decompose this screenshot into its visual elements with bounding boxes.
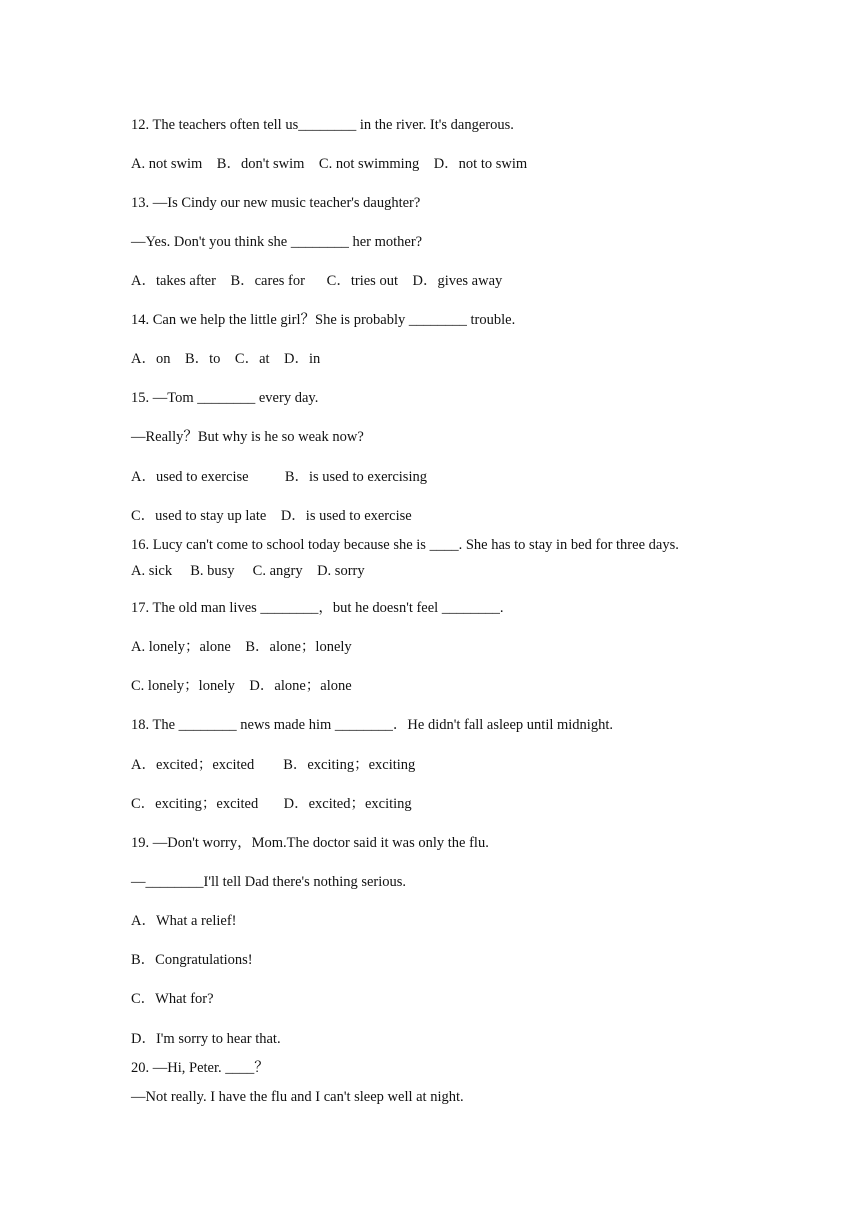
question-12-options: A. not swim B．don't swim C. not swimming D．not to swim bbox=[131, 156, 528, 172]
question-19-option-a: A．What a relief! bbox=[131, 913, 237, 929]
question-17-options-cd: C. lonely；lonely D．alone；alone bbox=[131, 678, 352, 694]
question-18-stem: 18. The ________ news made him ________．He didn't fall asleep until midnight. bbox=[131, 717, 613, 733]
question-14-stem: 14. Can we help the little girl？She is probably ________ trouble. bbox=[131, 312, 516, 328]
question-13-stem: 13. —Is Cindy our new music teacher's daughter? bbox=[131, 195, 421, 211]
question-13-reply: —Yes. Don't you think she ________ her mother? bbox=[131, 234, 423, 250]
question-12-stem: 12. The teachers often tell us________ in the river. It's dangerous. bbox=[131, 117, 514, 133]
question-18-options-ab: A．excited；excited B．exciting；exciting bbox=[131, 757, 416, 773]
question-20-stem: 20. —Hi, Peter. ____？ bbox=[131, 1060, 269, 1076]
question-15-reply: —Really？But why is he so weak now? bbox=[131, 429, 364, 445]
question-15-stem: 15. —Tom ________ every day. bbox=[131, 390, 319, 406]
question-18-options-cd: C．exciting；excited D．excited；exciting bbox=[131, 796, 412, 812]
question-15-options-ab: A．used to exercise B．is used to exercising bbox=[131, 469, 427, 485]
question-20-reply: —Not really. I have the flu and I can't sleep well at night. bbox=[131, 1089, 464, 1105]
question-19-stem: 19. —Don't worry，Mom.The doctor said it was only the flu. bbox=[131, 835, 489, 851]
question-19-option-c: C．What for? bbox=[131, 991, 214, 1007]
question-19-option-b: B．Congratulations! bbox=[131, 952, 253, 968]
question-14-options: A．on B．to C．at D．in bbox=[131, 351, 321, 367]
question-16-options: A. sick B. busy C. angry D. sorry bbox=[131, 563, 365, 579]
question-19-option-d: D．I'm sorry to hear that. bbox=[131, 1031, 281, 1047]
question-17-options-ab: A. lonely；alone B．alone；lonely bbox=[131, 639, 352, 655]
question-15-options-cd: C．used to stay up late D．is used to exercise bbox=[131, 508, 412, 524]
question-19-reply: —________I'll tell Dad there's nothing serious. bbox=[131, 874, 407, 890]
question-16-stem: 16. Lucy can't come to school today because she is ____. She has to stay in bed for three days. bbox=[131, 537, 679, 553]
question-17-stem: 17. The old man lives ________，but he doesn't feel ________. bbox=[131, 600, 504, 616]
question-13-options: A．takes after B．cares for C．tries out D．gives away bbox=[131, 273, 503, 289]
